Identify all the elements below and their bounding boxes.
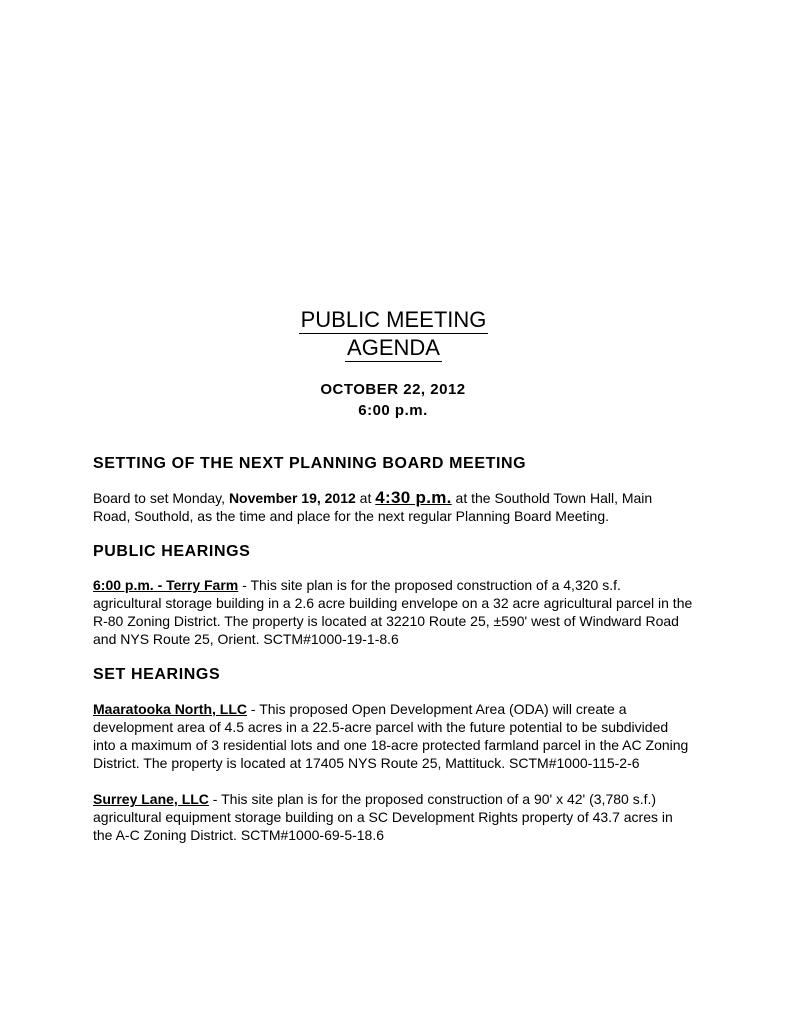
next-meeting-text-at: at xyxy=(355,490,376,506)
next-meeting-time: 4:30 p.m. xyxy=(375,488,452,507)
meeting-date: OCTOBER 22, 2012 xyxy=(320,381,466,398)
hearing-item-terry-farm xyxy=(93,576,693,648)
title-block xyxy=(94,306,693,362)
title-line-1: PUBLIC MEETING xyxy=(300,307,487,332)
meeting-time: 6:00 p.m. xyxy=(358,402,428,419)
set-hearing-title: Maaratooka North, LLC xyxy=(93,701,248,717)
set-hearing-item-surrey-lane xyxy=(93,790,693,844)
agenda-content xyxy=(93,306,693,844)
public-hearings-heading: PUBLIC HEARINGS xyxy=(93,543,251,560)
hearing-title: 6:00 p.m. - Terry Farm xyxy=(93,577,239,593)
set-hearing-title: Surrey Lane, LLC xyxy=(93,791,209,807)
set-hearing-text: - This proposed Open Development Area (ODA) will create a development area of 4.5 acres in a 22.5-acre parcel with the future potential to be subdivided into a maximum of 3 residential lots and one 18-acre protected farmland parcel in the AC Zoning District. The property is located at 17405 NYS Route 25, Mattituck. SCTM#1000-115-2-6 xyxy=(93,701,689,771)
set-hearings-heading: SET HEARINGS xyxy=(93,666,221,683)
next-meeting-heading: SETTING OF THE NEXT PLANNING BOARD MEETING xyxy=(93,455,527,472)
next-meeting-date: November 19, 2012 xyxy=(228,490,356,506)
next-meeting-text-after: at the Southold Town Hall, Main Road, Southold, as the time and place for the next regular Planning Board Meeting. xyxy=(93,490,653,524)
title-line-2: AGENDA xyxy=(347,335,440,360)
set-hearing-text: - This site plan is for the proposed construction of a 90' x 42' (3,780 s.f.) agricultural equipment storage building on a SC Development Rights property of 43.7 acres in the A-C Zoning District. SCTM#1000-69-5-18.6 xyxy=(93,791,673,843)
hearing-text: - This site plan is for the proposed construction of a 4,320 s.f. agricultural storage building in a 2.6 acre building envelope on a 32 acre agricultural parcel in the R-80 Zoning District. The property is located at 32210 Route 25, ±590' west of Windward Road and NYS Route 25, Orient. SCTM#1000-19-1-8.6 xyxy=(93,577,693,647)
next-meeting-paragraph xyxy=(93,489,693,525)
set-hearing-item-maaratooka xyxy=(93,700,693,772)
next-meeting-text-before: Board to set Monday, xyxy=(93,490,229,506)
